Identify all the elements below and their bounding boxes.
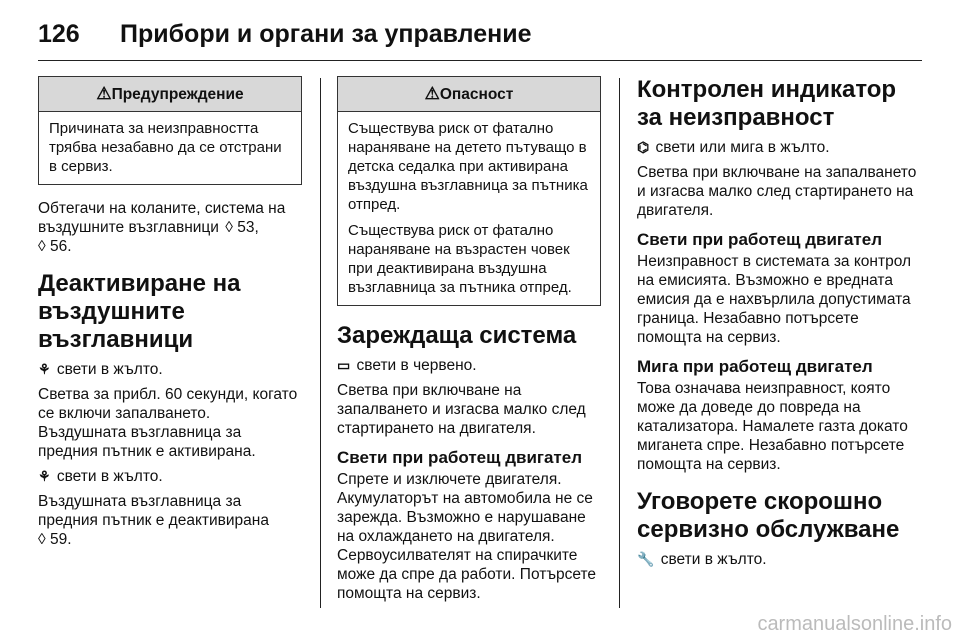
- page-ref-icon: ◊: [38, 238, 46, 255]
- paragraph: Светва при включване на запалването и изгасва малко след стартирането на двигателя.: [637, 164, 917, 219]
- engine-icon: ⌬: [637, 139, 650, 155]
- page-ref-icon: ◊: [38, 531, 46, 548]
- paragraph: Спрете и изключете двигателя. Акумулаторът на автомобила не се зарежда. Възможно е нарушаване на охлаждането на двигателя. Сервоусилвателят на спирачките може да спре да работи. Потърсете помощта на сервиз.: [337, 471, 597, 602]
- indicator-line: ⚘ свети в жълто.: [38, 468, 163, 485]
- battery-icon: ▭: [337, 357, 351, 373]
- paragraph: Светва при включване на запалването и изгасва малко след стартирането на двигателя.: [337, 382, 586, 437]
- warning-box: [38, 76, 302, 185]
- subheading: Свети при работещ двигател: [337, 448, 583, 467]
- warning-body: [39, 112, 301, 184]
- warning-triangle-icon: ⚠: [96, 84, 112, 103]
- subheading: Свети при работещ двигател: [637, 230, 883, 249]
- danger-header: [338, 77, 600, 112]
- subheading: Мига при работещ двигател: [637, 357, 873, 376]
- column-1: [38, 76, 302, 555]
- header-rule: [38, 60, 922, 61]
- section-heading: Зареждаща система: [337, 322, 577, 349]
- paragraph: Това означава неизправност, която може да доведе до повреда на катализатора. Намалете газта докато миганета спре. Незабавно потърсете помощта на сервиз.: [637, 380, 908, 473]
- column-divider: [619, 78, 620, 608]
- section-heading: Деактивиране на въздушните възглавници: [38, 270, 241, 353]
- danger-text: Съществува риск от фатално нараняване на детето пътуващо в детска седалка при активирана въздушна възглавница за пътника отпред.: [348, 120, 588, 213]
- indicator-line: ⚘ свети в жълто.: [38, 361, 163, 378]
- warning-title: Предупреждение: [111, 86, 244, 103]
- page-title: Прибори и органи за управление: [120, 20, 532, 48]
- paragraph: Светва за прибл. 60 секунди, когато се включи запалването. Въздушната възглавница за предния пътник е активирана.: [38, 386, 298, 460]
- warning-header: [39, 77, 301, 112]
- column-2: [337, 76, 601, 609]
- column-3: [637, 76, 925, 575]
- section-heading: Уговорете скорошно сервизно обслужване: [637, 488, 900, 543]
- paragraph: Неизправност в системата за контрол на емисията. Възможно е вредната емисия да е нахвърлила допустимата граница. Незабавно потърсете помощта на сервиз.: [637, 253, 912, 346]
- page-number: 126: [38, 20, 80, 48]
- warning-text: Причината за неизправността трябва незабавно да се отстрани в сервиз.: [49, 120, 282, 175]
- page-header: [38, 16, 922, 56]
- danger-body: [338, 112, 600, 305]
- airbag-on-icon: ⚘: [38, 361, 51, 377]
- page-ref-icon: ◊: [225, 219, 233, 236]
- service-wrench-icon: 🔧: [637, 551, 655, 567]
- paragraph: Въздушната възглавница за предния пътник е деактивирана ◊ 59.: [38, 493, 269, 548]
- section-heading: Контролен индикатор за неизправност: [637, 76, 897, 131]
- column-divider: [320, 78, 321, 608]
- indicator-line: 🔧 свети в жълто.: [637, 551, 767, 568]
- watermark: carmanualsonline.info: [757, 613, 952, 635]
- danger-box: [337, 76, 601, 306]
- danger-text: Съществува риск от фатално нараняване на възрастен човек при деактивирана въздушна възглавница за пътника отпред.: [348, 222, 572, 296]
- danger-title: Опасност: [439, 86, 514, 103]
- indicator-line: ⌬ свети или мига в жълто.: [637, 139, 830, 156]
- indicator-line: ▭ свети в червено.: [337, 357, 477, 374]
- warning-triangle-icon: ⚠: [424, 84, 440, 103]
- airbag-off-icon: ⚘: [38, 468, 51, 484]
- paragraph: Обтегачи на коланите, система на въздушните възглавници ◊ 53, ◊ 56.: [38, 200, 286, 255]
